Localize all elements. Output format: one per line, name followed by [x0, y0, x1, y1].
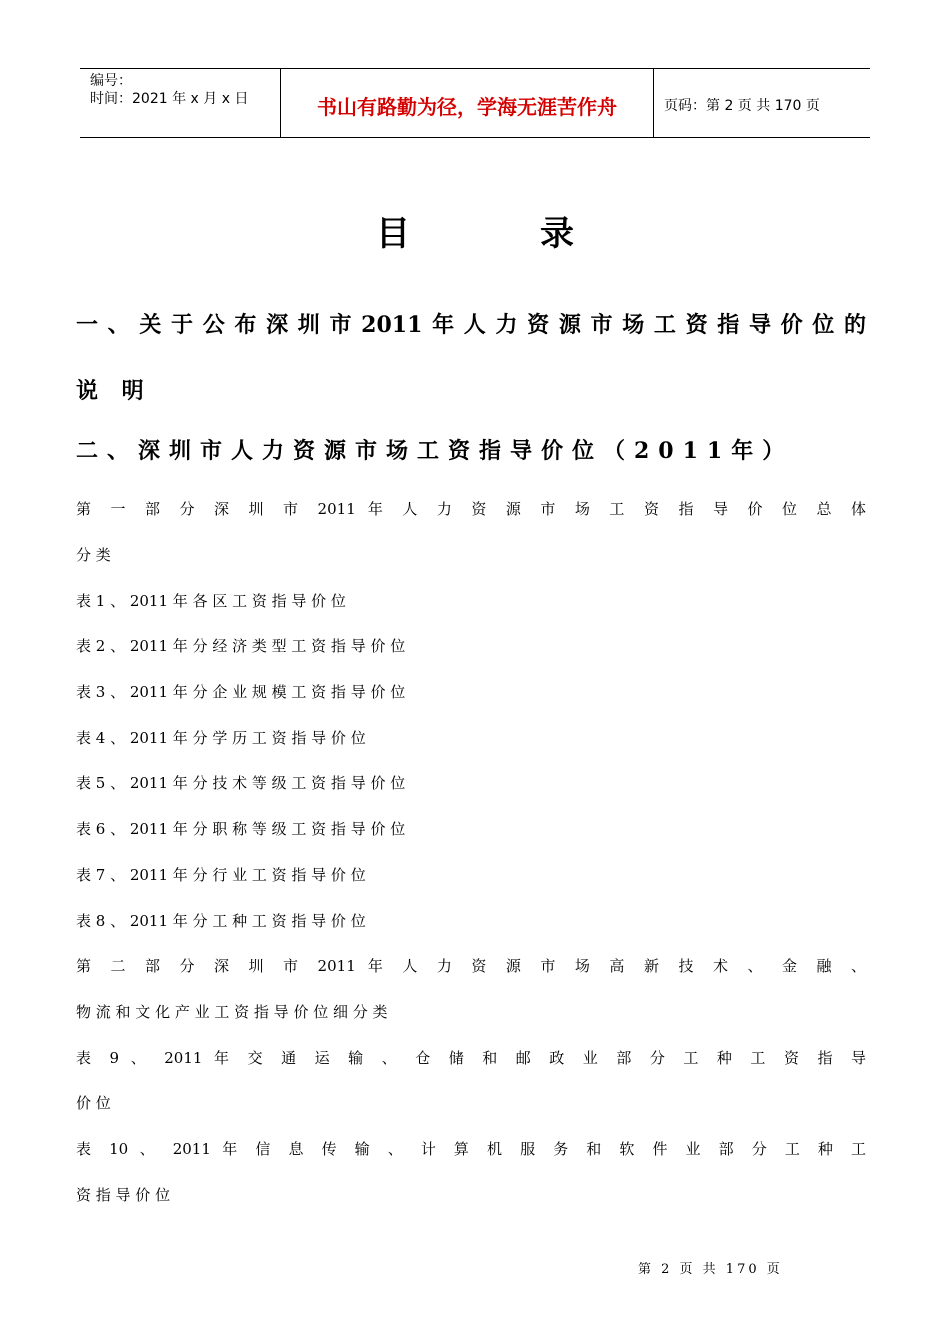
toc-table-1: 表 1 、 2011 年 各 区 工 资 指 导 价 位 — [76, 592, 346, 610]
time-label: 时间：2021 年 x 月 x 日 — [90, 91, 249, 107]
toc-table-9: 表 9 、 2011 年 交 通 运 输 、 仓 储 和 邮 政 业 部 分 工 种 工 资 指 导 — [76, 1049, 866, 1067]
toc-table-6: 表 6 、 2011 年 分 职 称 等 级 工 资 指 导 价 位 — [76, 820, 406, 838]
toc-table-10-cont: 资 指 导 价 位 — [76, 1186, 171, 1204]
section-1-heading-cont: 说 明 — [76, 378, 152, 404]
toc-part-2: 第 二 部 分 深 圳 市 2011 年 人 力 资 源 市 场 高 新 技 术 、 金 融 、 — [76, 957, 866, 975]
toc-table-8: 表 8 、 2011 年 分 工 种 工 资 指 导 价 位 — [76, 912, 366, 930]
section-2-heading: 二、深圳市人力资源市场工资指导价位（2011年） — [76, 438, 794, 464]
toc-part-1: 第 一 部 分 深 圳 市 2011 年 人 力 资 源 市 场 工 资 指 导 价 位 总 体 — [76, 500, 866, 518]
toc-table-3: 表 3 、 2011 年 分 企 业 规 模 工 资 指 导 价 位 — [76, 683, 406, 701]
header-info-cell — [80, 69, 281, 137]
motto: 书山有路勤为径，学海无涯苦作舟 — [281, 69, 654, 137]
section-1-heading: 一、关于公布深圳市2011年人力资源市场工资指导价位的 — [76, 312, 866, 338]
number-label: 编号： — [90, 73, 132, 89]
toc-table-4: 表 4 、 2011 年 分 学 历 工 资 指 导 价 位 — [76, 729, 366, 747]
page-info: 页码：第 2 页 共 170 页 — [664, 98, 820, 114]
page-footer: 第 2 页 共 170 页 — [638, 1262, 783, 1277]
toc-table-2: 表 2 、 2011 年 分 经 济 类 型 工 资 指 导 价 位 — [76, 637, 406, 655]
toc-part-1-cont: 分 类 — [76, 546, 111, 564]
page-title: 目录 — [376, 214, 704, 254]
toc-table-5: 表 5 、 2011 年 分 技 术 等 级 工 资 指 导 价 位 — [76, 774, 406, 792]
toc-table-10: 表 10 、 2011 年 信 息 传 输 、 计 算 机 服 务 和 软 件 业 部 分 工 种 工 — [76, 1140, 866, 1158]
toc-table-9-cont: 价 位 — [76, 1094, 111, 1112]
header-table — [80, 68, 870, 138]
toc-part-2-cont: 物 流 和 文 化 产 业 工 资 指 导 价 位 细 分 类 — [76, 1003, 388, 1021]
toc-table-7: 表 7 、 2011 年 分 行 业 工 资 指 导 价 位 — [76, 866, 366, 884]
